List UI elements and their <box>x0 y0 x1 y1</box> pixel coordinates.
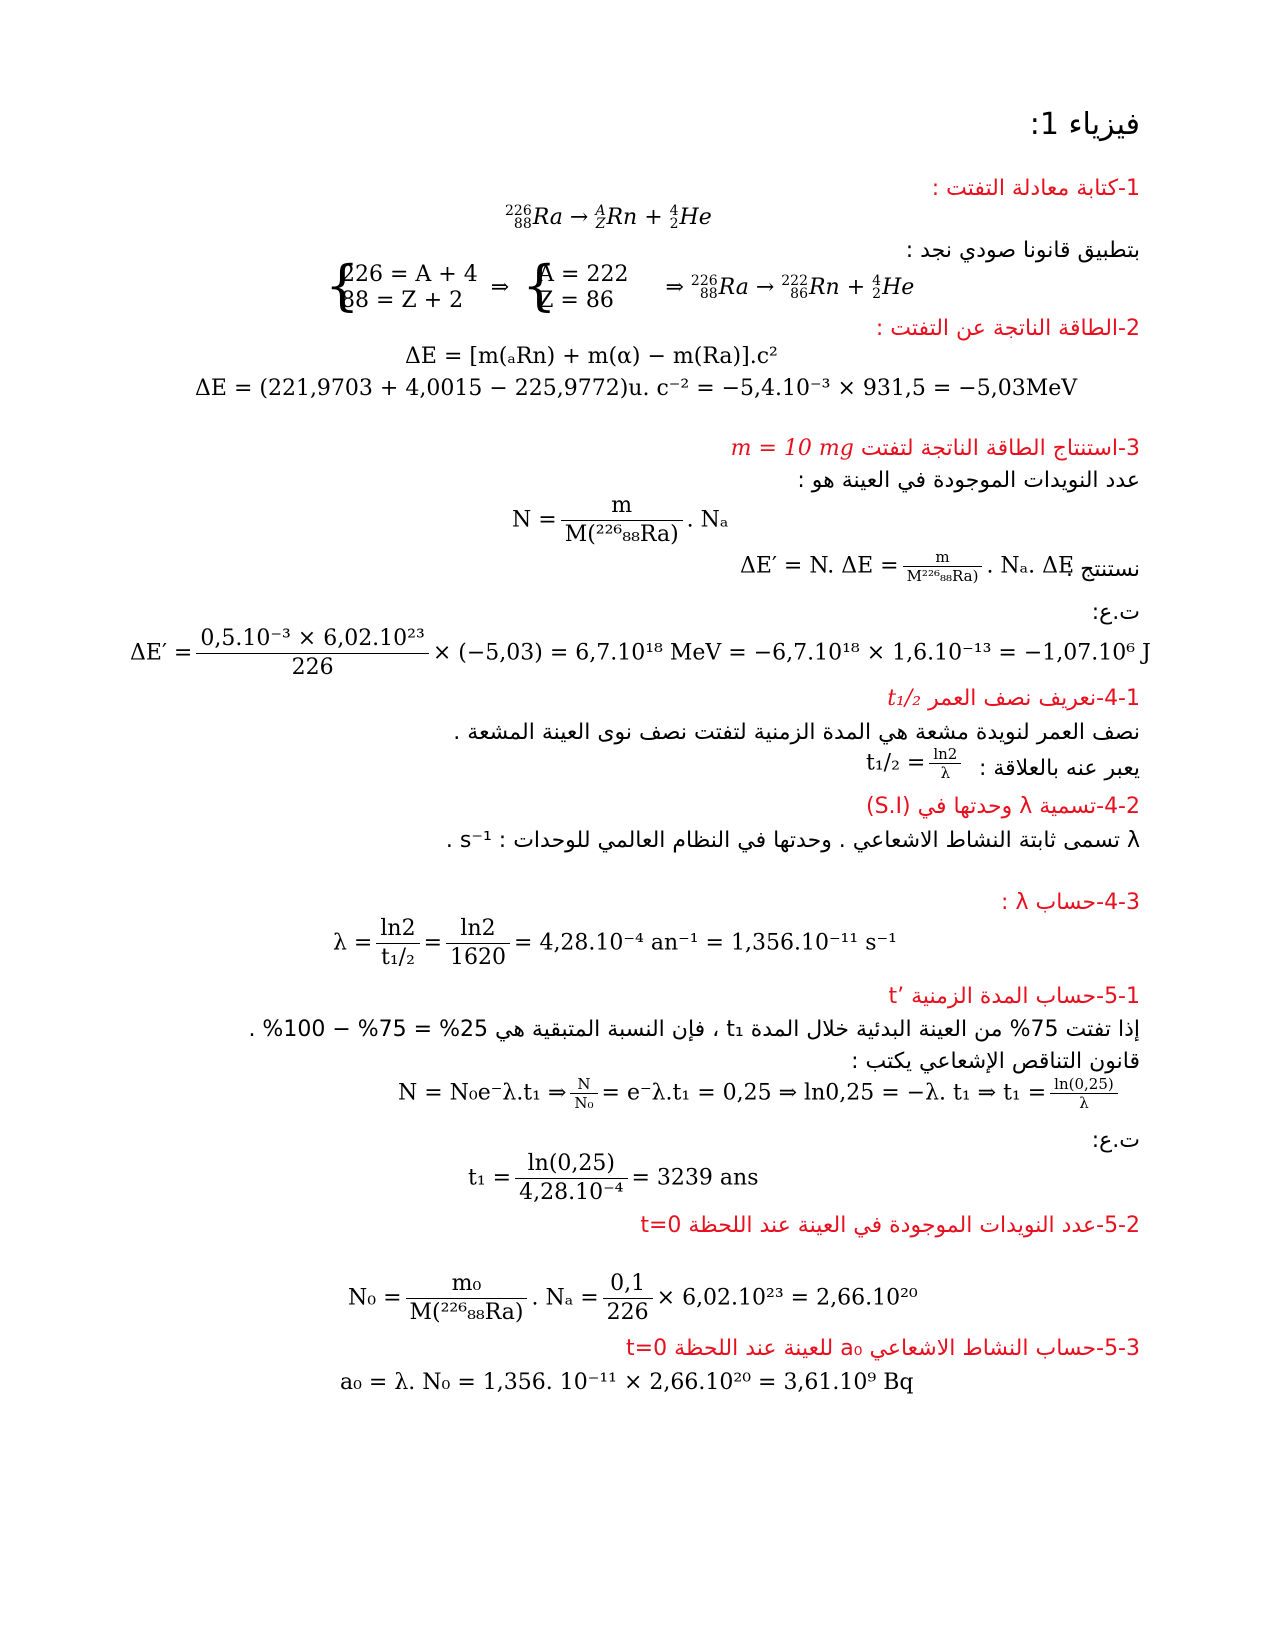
deduce-label: نستنتج : <box>1065 557 1140 582</box>
t1-formula: t₁ = $\frac{\ln(0,25)}{\text{4,28.10⁻⁴}}$ = 3239 ans <box>468 1151 759 1205</box>
total-energy-numeric: ΔE′ = $\frac{\text{0,5.10⁻³ × 6,02.10²³}}{226}$ × (−5,03) = 6,7.10¹⁸ MeV = −6,7.10¹⁸ × 1,6.10⁻¹³ = −1,07.10⁶ J <box>130 626 1151 680</box>
section-4-3-heading: 4-3-حساب λ : <box>1001 890 1140 915</box>
numeric-application-label-2: ت.ع: <box>1091 1128 1140 1153</box>
half-life-relation: t₁/₂ = $\frac{\ln 2}{\lambda}$ <box>866 745 965 782</box>
soddy-law-text: بتطبيق قانونا صودي نجد : <box>905 238 1140 263</box>
decay-law-formula: N = N₀e⁻λ.t₁ ⇒ $\frac{N}{\text{N₀}}$ = e⁻λ.t₁ = 0,25 ⇒ ln0,25 = −λ. t₁ ⇒ t₁ = $\frac{\ln(0,25)}{\lambda}$ <box>398 1075 1122 1112</box>
decay-law-text: قانون التناقص الإشعاعي يكتب : <box>851 1049 1140 1074</box>
nuclide-count-text: عدد النويدات الموجودة في العينة هو : <box>797 468 1140 493</box>
numeric-application-label: ت.ع: <box>1091 600 1140 625</box>
lambda-formula: λ = $\frac{\ln 2}{\text{t₁/₂}}$ = $\frac{\ln 2}{1620}$ = 4,28.10⁻⁴ an⁻¹ = 1,356.10⁻¹¹ s⁻¹ <box>333 916 897 970</box>
activity-formula: a₀ = λ. N₀ = 1,356. 10⁻¹¹ × 2,66.10²⁰ = 3,61.10⁹ Bq <box>340 1370 914 1395</box>
isotope-he: 4 2 <box>669 203 679 232</box>
total-energy-formula: ΔE′ = N. ΔE = $\frac{m}{\text{M²²⁶₈₈Ra)}}$ . Nₐ. ΔE <box>740 548 1075 585</box>
energy-equation-2: ΔE = (221,9703 + 4,0015 − 225,9772)u. c⁻² = −5,4.10⁻³ × 931,5 = −5,03MeV <box>195 376 1078 401</box>
half-life-definition: نصف العمر لنويدة مشعة هي المدة الزمنية لتفتت نصف نوى العينة المشعة . <box>453 720 1140 745</box>
page-title: فيزياء 1: <box>1029 107 1140 142</box>
system-1: { 226 = A + 4 88 = Z + 2 <box>325 254 478 317</box>
remaining-ratio-text: إذا تفتت 75% من العينة البدئية خلال المدة t₁ ، فإن النسبة المتبقية هي 25% = 75% − 100% . <box>248 1017 1140 1042</box>
section-1-heading: 1-كتابة معادلة التفتت : <box>931 176 1140 201</box>
section-5-2-heading: 5-2-عدد النويدات الموجودة في العينة عند اللحظة t=0 <box>640 1213 1140 1238</box>
soddy-system: { 226 = A + 4 88 = Z + 2 ⇒ { A = 222 Z = 86 ⇒ 226 88 Ra → 222 86 Rn + 4 2 He <box>325 254 915 317</box>
isotope-rn: A Z <box>595 203 606 232</box>
n0-formula: N₀ = $\frac{\text{m₀}}{\text{M(²²⁶₈₈Ra)}}$ . Nₐ = $\frac{0,1}{226}$ × 6,02.10²³ = 2,66.10²⁰ <box>348 1271 918 1325</box>
decay-equation: 226 88 Ra → A Z Rn + 4 2 He <box>505 203 712 232</box>
section-2-heading: 2-الطاقة الناتجة عن التفتت : <box>875 316 1140 341</box>
section-4-2-heading: 4-2-تسمية λ وحدتها في (S.I) <box>865 794 1140 819</box>
system-2: { A = 222 Z = 86 <box>522 254 629 317</box>
lambda-naming-text: λ تسمى ثابتة النشاط الاشعاعي . وحدتها في النظام العالمي للوحدات : s⁻¹ . <box>445 828 1140 853</box>
energy-equation-1: ΔE = [m(ₐRn) + m(α) − m(Ra)].c² <box>405 344 778 369</box>
section-4-1-heading: 4-1-نعريف نصف العمر t₁/₂ <box>887 686 1140 711</box>
nuclide-count-formula: N = $\frac{m}{\text{M(²²⁶₈₈Ra)}}$ . Nₐ <box>512 493 729 547</box>
section-5-1-heading: 5-1-حساب المدة الزمنية ’t <box>888 984 1140 1009</box>
section-3-heading: 3-استنتاج الطاقة الناتجة لتفتت m = 10 mg <box>730 436 1140 461</box>
half-life-relation-label: يعبر عنه بالعلاقة : <box>978 756 1140 781</box>
section-5-3-heading: 5-3-حساب النشاط الاشعاعي a₀ للعينة عند اللحظة t=0 <box>626 1336 1140 1361</box>
isotope-ra: 226 88 <box>505 203 532 232</box>
